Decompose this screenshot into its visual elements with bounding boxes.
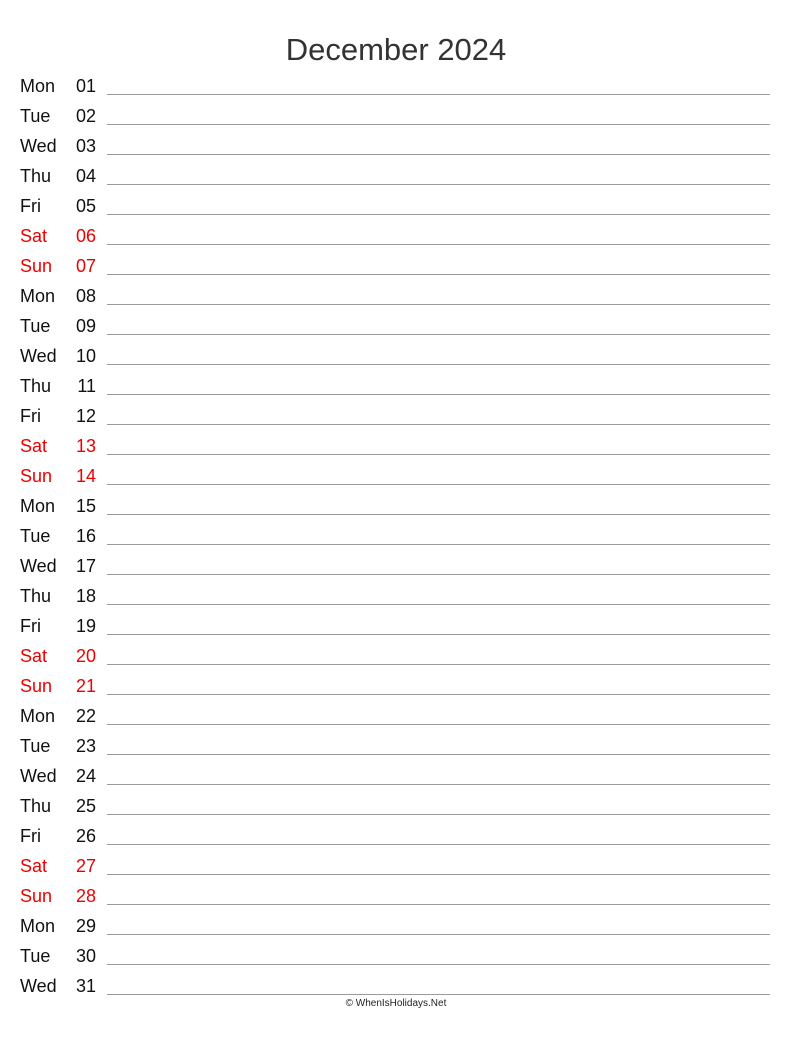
day-number: 23 bbox=[75, 736, 96, 756]
note-line[interactable] bbox=[107, 364, 770, 365]
day-row bbox=[0, 430, 792, 460]
note-line[interactable] bbox=[107, 874, 770, 875]
note-line[interactable] bbox=[107, 454, 770, 455]
day-number: 14 bbox=[75, 466, 96, 486]
day-row bbox=[0, 310, 792, 340]
day-number: 16 bbox=[75, 526, 96, 546]
note-line[interactable] bbox=[107, 484, 770, 485]
note-line[interactable] bbox=[107, 724, 770, 725]
note-line[interactable] bbox=[107, 964, 770, 965]
day-number: 10 bbox=[75, 346, 96, 366]
day-number: 29 bbox=[75, 916, 96, 936]
day-row bbox=[0, 910, 792, 940]
day-row bbox=[0, 250, 792, 280]
day-number: 24 bbox=[75, 766, 96, 786]
day-row bbox=[0, 340, 792, 370]
day-number: 01 bbox=[75, 76, 96, 96]
day-name: Fri bbox=[20, 196, 41, 216]
day-number: 11 bbox=[77, 376, 96, 396]
day-row bbox=[0, 730, 792, 760]
day-name: Thu bbox=[20, 166, 52, 186]
note-line[interactable] bbox=[107, 244, 770, 245]
day-row bbox=[0, 280, 792, 310]
footer-credit: © WhenIsHolidays.Net bbox=[345, 998, 447, 1009]
day-row bbox=[0, 580, 792, 610]
day-number: 18 bbox=[75, 586, 96, 606]
day-row bbox=[0, 490, 792, 520]
day-row bbox=[0, 700, 792, 730]
day-row bbox=[0, 520, 792, 550]
day-row bbox=[0, 400, 792, 430]
day-number: 21 bbox=[75, 676, 96, 696]
note-line[interactable] bbox=[107, 664, 770, 665]
note-line[interactable] bbox=[107, 424, 770, 425]
note-line[interactable] bbox=[107, 514, 770, 515]
note-line[interactable] bbox=[107, 334, 770, 335]
day-row bbox=[0, 160, 792, 190]
note-line[interactable] bbox=[107, 634, 770, 635]
day-name: Wed bbox=[20, 136, 57, 156]
day-number: 07 bbox=[75, 256, 96, 276]
day-row bbox=[0, 370, 792, 400]
note-line[interactable] bbox=[107, 844, 770, 845]
day-row bbox=[0, 880, 792, 910]
day-number: 05 bbox=[75, 196, 96, 216]
day-name: Wed bbox=[20, 346, 57, 366]
day-number: 08 bbox=[75, 286, 96, 306]
day-name: Thu bbox=[20, 796, 52, 816]
day-name: Sat bbox=[20, 226, 48, 246]
note-line[interactable] bbox=[107, 394, 770, 395]
note-line[interactable] bbox=[107, 994, 770, 995]
day-number: 02 bbox=[75, 106, 96, 126]
day-number: 25 bbox=[75, 796, 96, 816]
day-name: Mon bbox=[20, 706, 56, 726]
note-line[interactable] bbox=[107, 274, 770, 275]
note-line[interactable] bbox=[107, 934, 770, 935]
note-line[interactable] bbox=[107, 184, 770, 185]
note-line[interactable] bbox=[107, 544, 770, 545]
day-number: 06 bbox=[75, 226, 96, 246]
day-row bbox=[0, 460, 792, 490]
day-number: 12 bbox=[75, 406, 96, 426]
day-name: Mon bbox=[20, 286, 56, 306]
day-number: 26 bbox=[75, 826, 96, 846]
day-name: Fri bbox=[20, 406, 41, 426]
day-name: Sun bbox=[20, 676, 53, 696]
note-line[interactable] bbox=[107, 814, 770, 815]
day-number: 31 bbox=[75, 976, 96, 996]
note-line[interactable] bbox=[107, 214, 770, 215]
page-title: December 2024 bbox=[285, 32, 507, 67]
day-name: Tue bbox=[20, 736, 51, 756]
day-name: Sun bbox=[20, 466, 53, 486]
day-row bbox=[0, 100, 792, 130]
day-name: Tue bbox=[20, 526, 51, 546]
day-name: Sun bbox=[20, 886, 53, 906]
note-line[interactable] bbox=[107, 904, 770, 905]
day-row bbox=[0, 130, 792, 160]
day-row bbox=[0, 550, 792, 580]
day-row bbox=[0, 640, 792, 670]
note-line[interactable] bbox=[107, 574, 770, 575]
day-name: Sat bbox=[20, 436, 48, 456]
note-line[interactable] bbox=[107, 94, 770, 95]
day-number: 22 bbox=[75, 706, 96, 726]
day-name: Fri bbox=[20, 616, 41, 636]
day-name: Fri bbox=[20, 826, 41, 846]
day-name: Mon bbox=[20, 496, 56, 516]
day-number: 28 bbox=[75, 886, 96, 906]
day-number: 03 bbox=[75, 136, 96, 156]
note-line[interactable] bbox=[107, 154, 770, 155]
note-line[interactable] bbox=[107, 694, 770, 695]
note-line[interactable] bbox=[107, 604, 770, 605]
note-line[interactable] bbox=[107, 754, 770, 755]
day-name: Mon bbox=[20, 916, 56, 936]
day-number: 17 bbox=[75, 556, 96, 576]
day-number: 04 bbox=[75, 166, 96, 186]
day-number: 27 bbox=[75, 856, 96, 876]
day-number: 09 bbox=[75, 316, 96, 336]
day-number: 13 bbox=[75, 436, 96, 456]
day-row bbox=[0, 220, 792, 250]
day-row bbox=[0, 610, 792, 640]
day-number: 20 bbox=[75, 646, 96, 666]
day-row bbox=[0, 970, 792, 1000]
day-row bbox=[0, 70, 792, 100]
day-name: Tue bbox=[20, 106, 51, 126]
day-number: 15 bbox=[75, 496, 96, 516]
day-name: Mon bbox=[20, 76, 56, 96]
day-name: Wed bbox=[20, 556, 57, 576]
day-number: 30 bbox=[75, 946, 96, 966]
day-name: Tue bbox=[20, 946, 51, 966]
day-name: Sat bbox=[20, 646, 48, 666]
day-number: 19 bbox=[75, 616, 96, 636]
day-name: Sat bbox=[20, 856, 48, 876]
day-row bbox=[0, 820, 792, 850]
day-row bbox=[0, 760, 792, 790]
day-row bbox=[0, 670, 792, 700]
note-line[interactable] bbox=[107, 304, 770, 305]
day-name: Sun bbox=[20, 256, 53, 276]
note-line[interactable] bbox=[107, 124, 770, 125]
day-row bbox=[0, 790, 792, 820]
note-line[interactable] bbox=[107, 784, 770, 785]
day-list bbox=[0, 70, 792, 1000]
day-row bbox=[0, 850, 792, 880]
day-name: Wed bbox=[20, 976, 57, 996]
day-row bbox=[0, 940, 792, 970]
day-row bbox=[0, 190, 792, 220]
day-name: Tue bbox=[20, 316, 51, 336]
day-name: Wed bbox=[20, 766, 57, 786]
day-name: Thu bbox=[20, 586, 52, 606]
day-name: Thu bbox=[20, 376, 52, 396]
